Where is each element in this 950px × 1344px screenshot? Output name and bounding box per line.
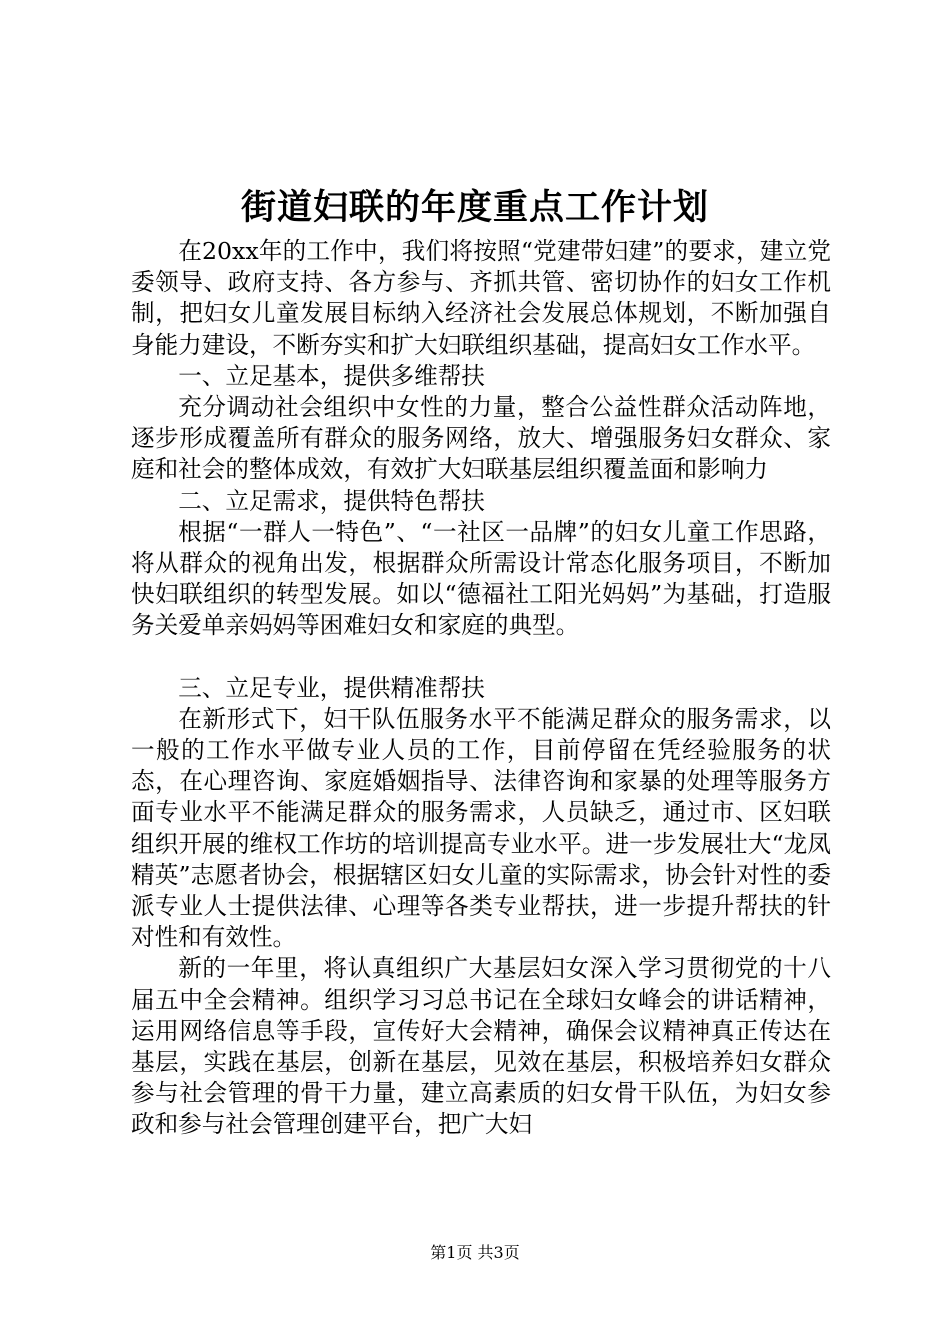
section-heading-1: 一、立足基本，提供多维帮扶	[178, 361, 485, 390]
page-footer: 第1页 共3页	[430, 1243, 520, 1262]
document-title: 街道妇联的年度重点工作计划	[240, 187, 709, 228]
section-heading-3: 三、立足专业，提供精准帮扶	[178, 673, 485, 702]
section-paragraph-1: 充分调动社会组织中女性的力量，整合公益性群众活动阵地，逐步形成覆盖所有群众的服务网络，放大、增强服务妇女群众、家庭和社会的整体成效，有效扩大妇联基层组织覆盖面和影响力	[131, 393, 831, 484]
closing-paragraph: 新的一年里，将认真组织广大基层妇女深入学习贯彻党的十八届五中全会精神。组织学习习总书记在全球妇女峰会的讲话精神，运用网络信息等手段，宣传好大会精神，确保会议精神真正传达在基层，实践在基层，创新在基层，见效在基层，积极培养妇女群众参与社会管理的骨干力量，建立高素质的妇女骨干队伍，为妇女参政和参与社会管理创建平台，把广大妇	[131, 954, 831, 1139]
paragraph-spacer	[131, 642, 831, 673]
section-paragraph-3: 在新形式下，妇干队伍服务水平不能满足群众的服务需求，以一般的工作水平做专业人员的工作，目前停留在凭经验服务的状态，在心理咨询、家庭婚姻指导、法律咨询和家暴的处理等服务方面专业水平不能满足群众的服务需求，人员缺乏，通过市、区妇联组织开展的维权工作坊的培训提高专业水平。进一步发展壮大“龙凤精英”志愿者协会，根据辖区妇女儿童的实际需求，协会针对性的委派专业人士提供法律、心理等各类专业帮扶，进一步提升帮扶的针对性和有效性。	[131, 704, 831, 952]
section-heading-2: 二、立足需求，提供特色帮扶	[178, 486, 485, 515]
section-paragraph-2: 根据“一群人一特色”、“一社区一品牌”的妇女儿童工作思路，将从群众的视角出发，根据群众所需设计常态化服务项目，不断加快妇联组织的转型发展。如以“德福社工阳光妈妈”为基础，打造服务关爱单亲妈妈等困难妇女和家庭的典型。	[131, 517, 831, 640]
document-body	[131, 236, 831, 1141]
intro-paragraph: 在20xx年的工作中，我们将按照“党建带妇建”的要求，建立党委领导、政府支持、各方参与、齐抓共管、密切协作的妇女工作机制，把妇女儿童发展目标纳入经济社会发展总体规划，不断加强自身能力建设，不断夯实和扩大妇联组织基础，提高妇女工作水平。	[131, 237, 831, 359]
